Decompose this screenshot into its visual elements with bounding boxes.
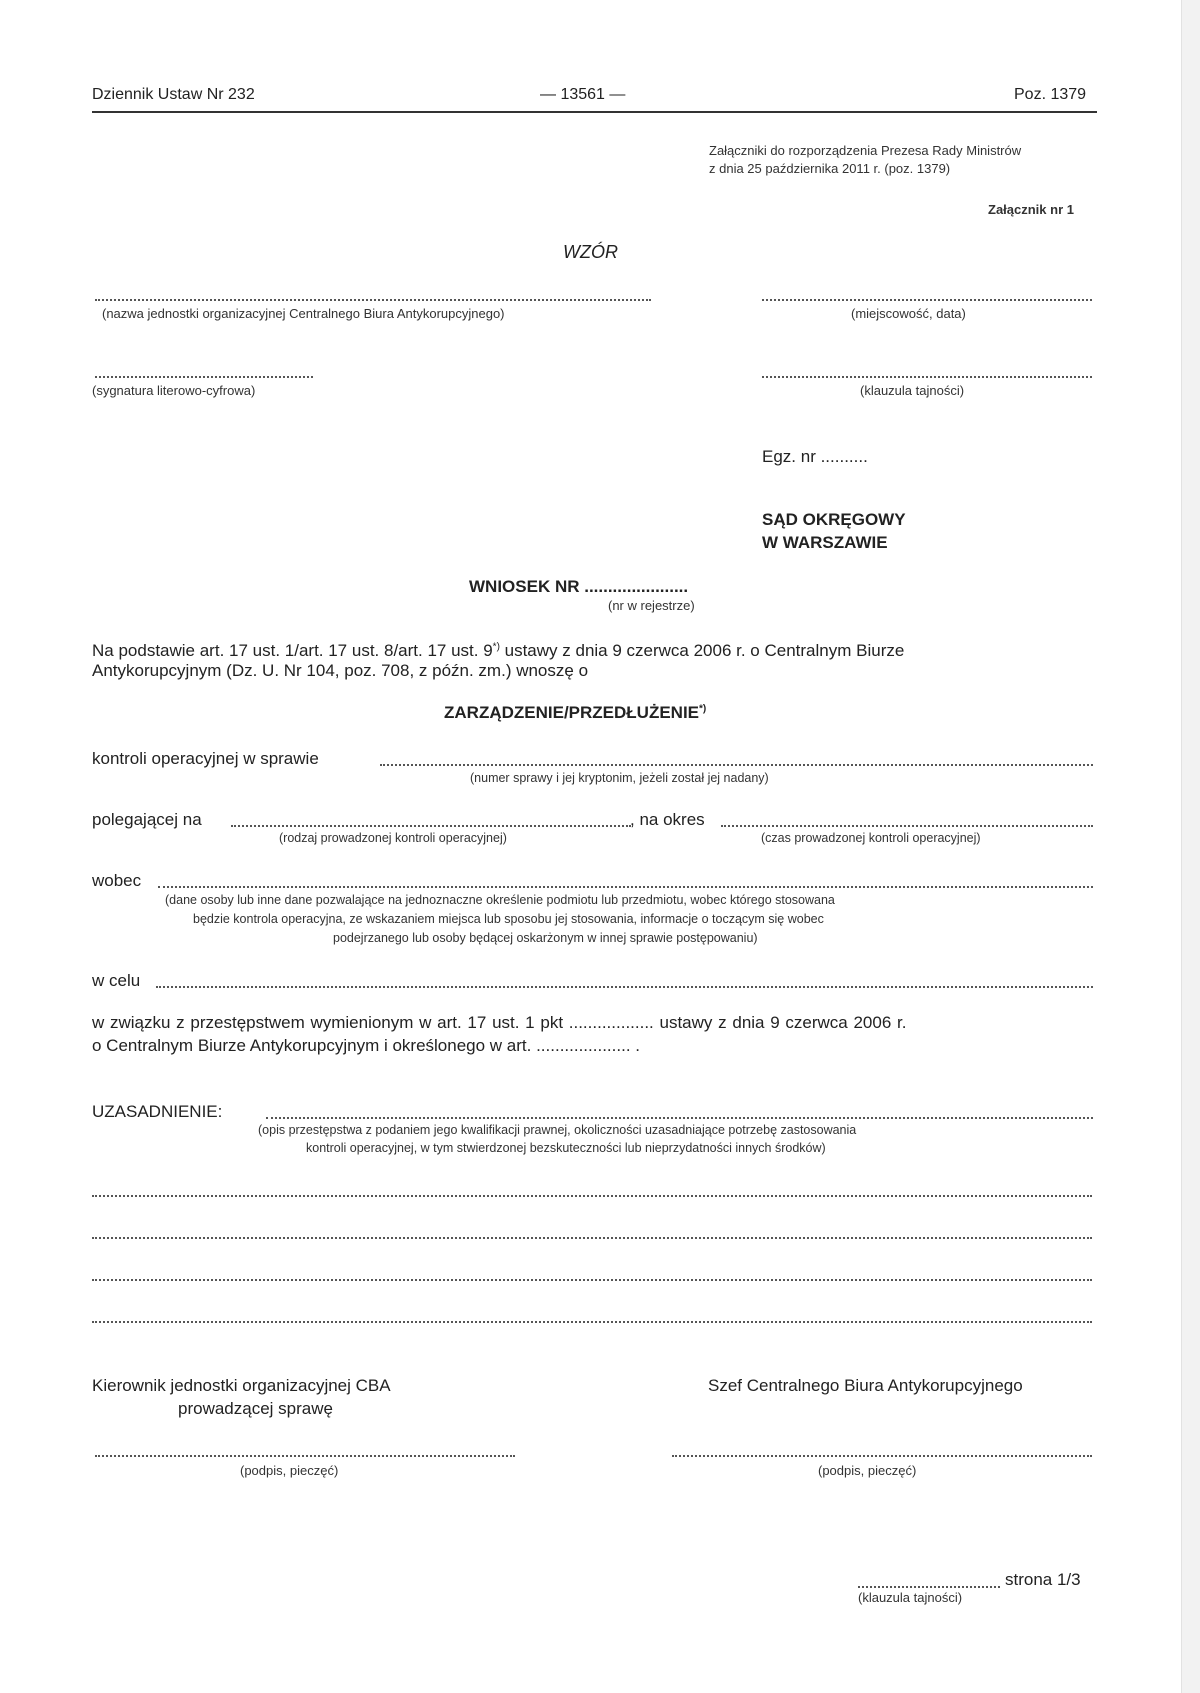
control-period-caption: (czas prowadzonej kontroli operacyjnej) <box>761 831 981 845</box>
justification-line-3 <box>92 1279 1092 1281</box>
classification-caption: (klauzula tajności) <box>860 383 965 398</box>
signature-right-caption: (podpis, pieczęć) <box>818 1463 917 1478</box>
copy-number: Egz. nr .......... <box>762 447 868 466</box>
justification-line-1 <box>92 1195 1092 1197</box>
against-label: wobec <box>92 871 142 890</box>
justification-caption-line2: kontroli operacyjnej, w tym stwierdzonej bezskuteczności lub nieprzydatności innych środków) <box>306 1141 826 1155</box>
justification-caption-line1: (opis przestępstwa z podaniem jego kwalifikacji prawnej, okoliczności uzasadniające potrzebę zastosowania <box>258 1123 857 1137</box>
request-title: WNIOSEK NR ...................... <box>469 577 689 596</box>
case-number-field <box>380 764 1093 766</box>
signature-caption: (sygnatura literowo-cyfrowa) <box>92 383 256 398</box>
control-type-field <box>231 825 631 827</box>
signature-field <box>95 376 313 378</box>
annex-note-line2: z dnia 25 października 2011 r. (poz. 1379) <box>709 161 951 176</box>
period-label: , na okres <box>630 810 705 829</box>
page-number: — 13561 — <box>540 86 626 103</box>
control-period-field <box>721 825 1093 827</box>
control-label: kontroli operacyjnej w sprawie <box>92 749 319 768</box>
court-name-line1: SĄD OKRĘGOWY <box>762 510 906 529</box>
signature-right-title: Szef Centralnego Biura Antykorupcyjnego <box>708 1376 1023 1395</box>
subject-caption-line3: podejrzanego lub osoby będącej oskarżonym w innej sprawie postępowaniu) <box>333 931 758 945</box>
legal-basis-line2: Antykorupcyjnym (Dz. U. Nr 104, poz. 708, z późn. zm.) wnoszę o <box>92 661 589 680</box>
footer-classification-field <box>858 1586 1000 1588</box>
signature-left-title-line2: prowadzącej sprawę <box>178 1399 333 1418</box>
legal-basis-line1: Na podstawie art. 17 ust. 1/art. 17 ust. 8/art. 17 ust. 9*) ustawy z dnia 9 czerwca 2006 r. o Centralnym Biurze <box>92 641 905 660</box>
template-label: WZÓR <box>563 242 618 262</box>
scrollbar-gutter[interactable] <box>1181 0 1200 1693</box>
subject-caption-line2: będzie kontrola operacyjna, ze wskazaniem miejsca lub sposobu jej stosowania, informacje o toczącym się wobec <box>193 912 824 926</box>
classification-field <box>762 376 1092 378</box>
crime-line1: w związku z przestępstwem wymienionym w art. 17 ust. 1 pkt .................. ustawy z dnia 9 czerwca 2006 r. <box>92 1013 907 1032</box>
signature-left-caption: (podpis, pieczęć) <box>240 1463 339 1478</box>
journal-title: Dziennik Ustaw Nr 232 <box>92 86 255 103</box>
unit-name-field <box>95 299 651 301</box>
control-type-caption: (rodzaj prowadzonej kontroli operacyjnej) <box>279 831 507 845</box>
purpose-field <box>156 986 1093 988</box>
header-rule <box>92 111 1097 113</box>
unit-name-caption: (nazwa jednostki organizacyjnej Centralnego Biura Antykorupcyjnego) <box>102 306 505 321</box>
subject-caption-line1: (dane osoby lub inne dane pozwalające na jednoznaczne określenie podmiotu lub przedmiotu, wobec którego stosowana <box>165 893 835 907</box>
crime-line2: o Centralnym Biurze Antykorupcyjnym i określonego w art. .................... . <box>92 1036 640 1055</box>
register-caption: (nr w rejestrze) <box>608 598 695 613</box>
justification-field <box>266 1117 1093 1119</box>
signature-right-field <box>672 1455 1092 1457</box>
position-number: Poz. 1379 <box>1014 86 1087 103</box>
justification-line-2 <box>92 1237 1092 1239</box>
footer-classification-caption: (klauzula tajności) <box>858 1590 963 1605</box>
signature-left-field <box>95 1455 515 1457</box>
subject-field <box>158 886 1093 888</box>
court-name-line2: W WARSZAWIE <box>762 533 888 552</box>
place-date-caption: (miejscowość, data) <box>851 306 966 321</box>
annex-label: Załącznik nr 1 <box>988 202 1074 217</box>
case-number-caption: (numer sprawy i jej kryptonim, jeżeli został jej nadany) <box>470 771 769 785</box>
annex-note-line1: Załączniki do rozporządzenia Prezesa Rady Ministrów <box>709 143 1022 158</box>
purpose-label: w celu <box>92 971 141 990</box>
signature-left-title-line1: Kierownik jednostki organizacyjnej CBA <box>92 1376 391 1395</box>
justification-line-4 <box>92 1321 1092 1323</box>
page-of-label: strona 1/3 <box>1005 1570 1081 1589</box>
place-date-field <box>762 299 1092 301</box>
consisting-label: polegającej na <box>92 810 202 829</box>
justification-label: UZASADNIENIE: <box>92 1102 223 1121</box>
order-title: ZARZĄDZENIE/PRZEDŁUŻENIE*) <box>444 703 707 722</box>
